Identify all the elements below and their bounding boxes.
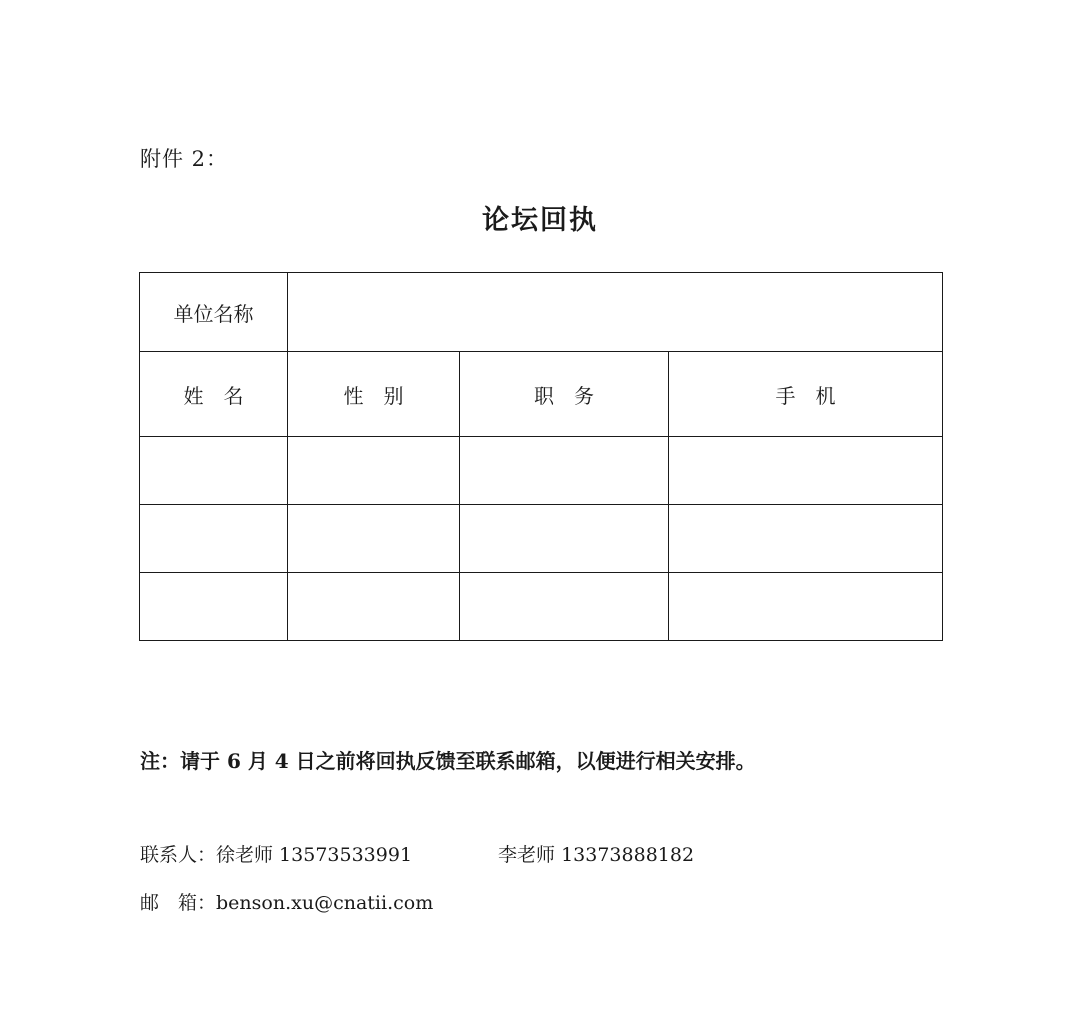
name-cell[interactable] <box>140 573 288 641</box>
attachment-label: 附件 2： <box>140 147 229 171</box>
unit-name-label: 单位名称 <box>140 273 288 352</box>
mobile-cell[interactable] <box>669 505 943 573</box>
form-title: 论坛回执 <box>482 205 598 236</box>
contact-label: 联系人： <box>140 844 217 866</box>
name-cell[interactable] <box>140 437 288 505</box>
gender-cell[interactable] <box>288 437 460 505</box>
contact-teacher-li: 李老师 13373888182 <box>498 844 695 866</box>
position-cell[interactable] <box>460 505 669 573</box>
mobile-cell[interactable] <box>669 573 943 641</box>
header-row <box>140 352 943 437</box>
email-address[interactable]: benson.xu@cnatii.com <box>216 892 434 914</box>
header-name: 姓 名 <box>140 352 288 437</box>
contact-teacher-xu: 徐老师 13573533991 <box>216 844 413 866</box>
email-label: 邮 箱： <box>140 892 217 914</box>
deadline-note: 注：请于 6 月 4 日之前将回执反馈至联系邮箱，以便进行相关安排。 <box>140 749 756 773</box>
gender-cell[interactable] <box>288 573 460 641</box>
mobile-cell[interactable] <box>669 437 943 505</box>
gender-cell[interactable] <box>288 505 460 573</box>
table-row <box>140 437 943 505</box>
email-line <box>140 888 433 915</box>
contact-line <box>140 840 694 867</box>
reply-form-table <box>139 272 943 641</box>
position-cell[interactable] <box>460 437 669 505</box>
unit-row <box>140 273 943 352</box>
header-position: 职 务 <box>460 352 669 437</box>
header-mobile: 手 机 <box>669 352 943 437</box>
table-row <box>140 573 943 641</box>
header-gender: 性 别 <box>288 352 460 437</box>
position-cell[interactable] <box>460 573 669 641</box>
table-row <box>140 505 943 573</box>
unit-name-field[interactable] <box>288 273 943 352</box>
name-cell[interactable] <box>140 505 288 573</box>
